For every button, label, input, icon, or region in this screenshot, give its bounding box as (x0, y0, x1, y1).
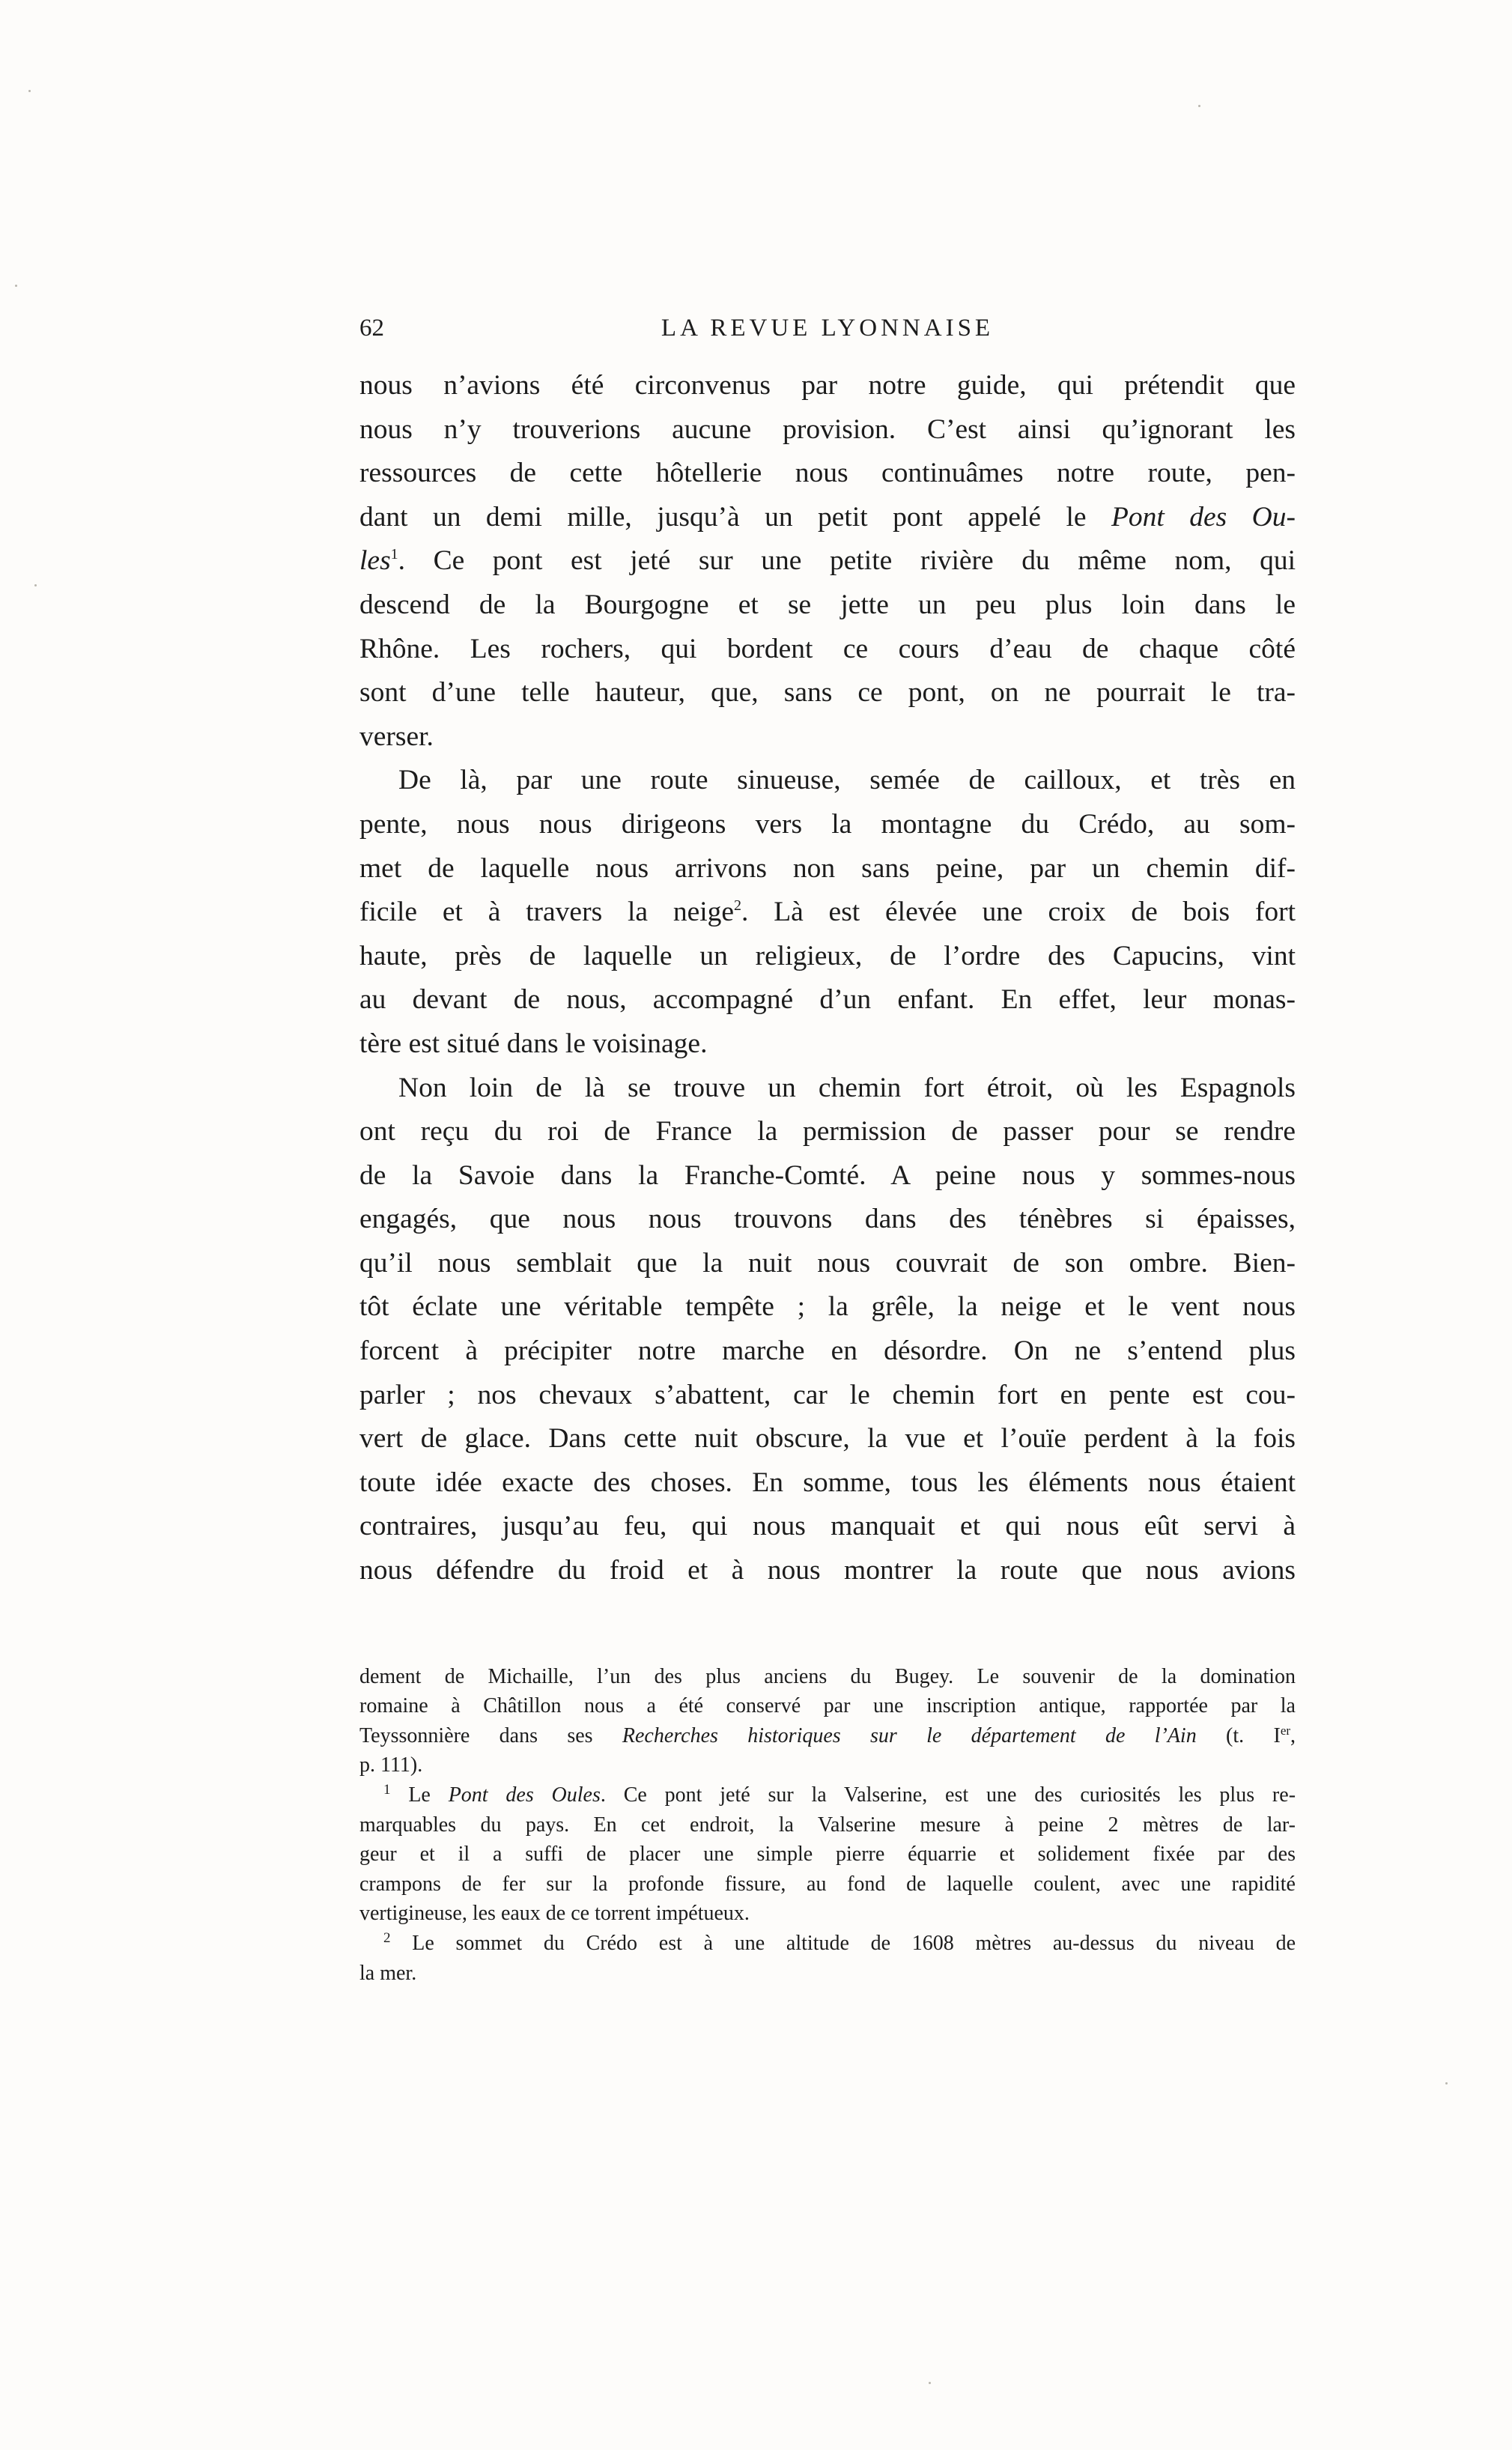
paper-speck (1445, 2082, 1448, 2084)
footnote-line: marquables du pays. En cet endroit, la Valserine mesure à peine 2 mètres de lar- (359, 1813, 1296, 1837)
text-line: met de laquelle nous arrivons non sans peine, par un chemin dif- (359, 852, 1296, 884)
text-line: toute idée exacte des choses. En somme, tous les éléments nous étaient (359, 1467, 1296, 1498)
italic-place-name: Pont des Oules (448, 1783, 601, 1807)
text-line: de la Savoie dans la Franche-Comté. A peine nous y sommes-nous (359, 1159, 1296, 1191)
text-line: vert de glace. Dans cette nuit obscure, la vue et l’ouïe perdent à la fois (359, 1423, 1296, 1455)
text-line: sont d’une telle hauteur, que, sans ce pont, on ne pourrait le tra- (359, 677, 1296, 709)
paper-speck (15, 285, 17, 287)
text-line: ressources de cette hôtellerie nous continuâmes notre route, pen- (359, 458, 1296, 489)
text-line: De là, par une route sinueuse, semée de cailloux, et très en (398, 765, 1296, 796)
text-line: dant un demi mille, jusqu’à un petit pont appelé le Pont des Ou- (359, 501, 1296, 533)
footnote-line: $^2$ Le sommet du Crédo est à une altitude de 1608 mètres au-dessus du niveau de (383, 1929, 1296, 1955)
text-line: Non loin de là se trouve un chemin fort étroit, où les Espagnols (398, 1072, 1296, 1103)
footnote-ref-1[interactable]: 1 (390, 546, 398, 563)
footnote-line: romaine à Châtillon nous a été conservé par une inscription antique, rapportée par la (359, 1694, 1296, 1718)
text-line: descend de la Bourgogne et se jette un peu plus loin dans le (359, 589, 1296, 620)
text-line: qu’il nous semblait que la nuit nous couvrait de son ombre. Bien- (359, 1247, 1296, 1279)
page-number: 62 (359, 315, 384, 342)
footnotes (359, 1662, 1296, 1989)
italic-place-name: les (359, 545, 391, 577)
footnote-ref-2[interactable]: 2 (734, 897, 742, 915)
italic-place-name: Pont des Ou- (1111, 501, 1296, 533)
text-line: ficile et à travers la neige$^2$. Là est élevée une croix de bois fort (359, 897, 1296, 928)
text-line: nous n’y trouverions aucune provision. C’est ainsi qu’ignorant les (359, 413, 1296, 445)
text-line: forcent à précipiter notre marche en désordre. On ne s’entend plus (359, 1335, 1296, 1367)
paper-speck (28, 90, 31, 92)
book-page (359, 315, 1296, 1988)
footnote-1 (359, 1780, 1296, 1929)
text-line: au devant de nous, accompagné d’un enfant. En effet, leur monas- (359, 984, 1296, 1016)
text-line: ont reçu du roi de France la permission de passer pour se rendre (359, 1116, 1296, 1147)
text-line: nous défendre du froid et à nous montrer la route que nous avions (359, 1555, 1296, 1586)
paragraph-1 (359, 364, 1296, 759)
footnote-line: crampons de fer sur la profonde fissure, au fond de laquelle coulent, avec une rapidité (359, 1872, 1296, 1896)
footnote-line: $^1$ Le Pont des Oules. Ce pont jeté sur la Valserine, est une des curiosités les plus re- (383, 1782, 1296, 1807)
footnote-line: vertigineuse, les eaux de ce torrent impétueux. (359, 1902, 750, 1926)
text-line: les$^1$. Ce pont est jeté sur une petite rivière du même nom, qui (359, 545, 1296, 577)
body-text (359, 364, 1296, 1593)
paper-speck (34, 584, 37, 586)
text-line: verser. (359, 721, 434, 752)
text-line: nous n’avions été circonvenus par notre guide, qui prétendit que (359, 370, 1296, 401)
footnote-line: dement de Michaille, l’un des plus anciens du Bugey. Le souvenir de la domination (359, 1664, 1296, 1688)
text-line: pente, nous nous dirigeons vers la montagne du Crédo, au som- (359, 808, 1296, 840)
text-line: tère est situé dans le voisinage. (359, 1028, 708, 1059)
footnote-number: 2 (383, 1929, 391, 1946)
footnote-line: Teyssonnière dans ses Recherches historiques sur le département de l’Ain (t. Ier, (359, 1723, 1296, 1747)
paragraph-3 (359, 1067, 1296, 1593)
footnote-number: 1 (383, 1782, 391, 1798)
paper-speck (929, 2382, 931, 2384)
page-header (359, 315, 1296, 357)
text-line: parler ; nos chevaux s’abattent, car le chemin fort en pente est cou- (359, 1379, 1296, 1410)
footnote-continuation (359, 1662, 1296, 1780)
footnote-line: la mer. (359, 1961, 417, 1985)
footnote-2 (359, 1929, 1296, 1988)
text-line: haute, près de laquelle un religieux, de l’ordre des Capucins, vint (359, 940, 1296, 971)
text-line: contraires, jusqu’au feu, qui nous manquait et qui nous eût servi à (359, 1511, 1296, 1542)
italic-book-title: Recherches historiques sur le département de l’Ain (622, 1723, 1197, 1747)
footnote-line: p. 111). (359, 1753, 423, 1777)
running-title: LA REVUE LYONNAISE (661, 315, 995, 342)
text-line: Rhône. Les rochers, qui bordent ce cours d’eau de chaque côté (359, 633, 1296, 664)
paragraph-2 (359, 759, 1296, 1066)
paper-speck (1198, 105, 1200, 107)
text-line: tôt éclate une véritable tempête ; la grêle, la neige et le vent nous (359, 1291, 1296, 1323)
text-line: engagés, que nous nous trouvons dans des ténèbres si épaisses, (359, 1204, 1296, 1235)
footnote-line: geur et il a suffi de placer une simple pierre équarrie et solidement fixée par des (359, 1843, 1296, 1867)
